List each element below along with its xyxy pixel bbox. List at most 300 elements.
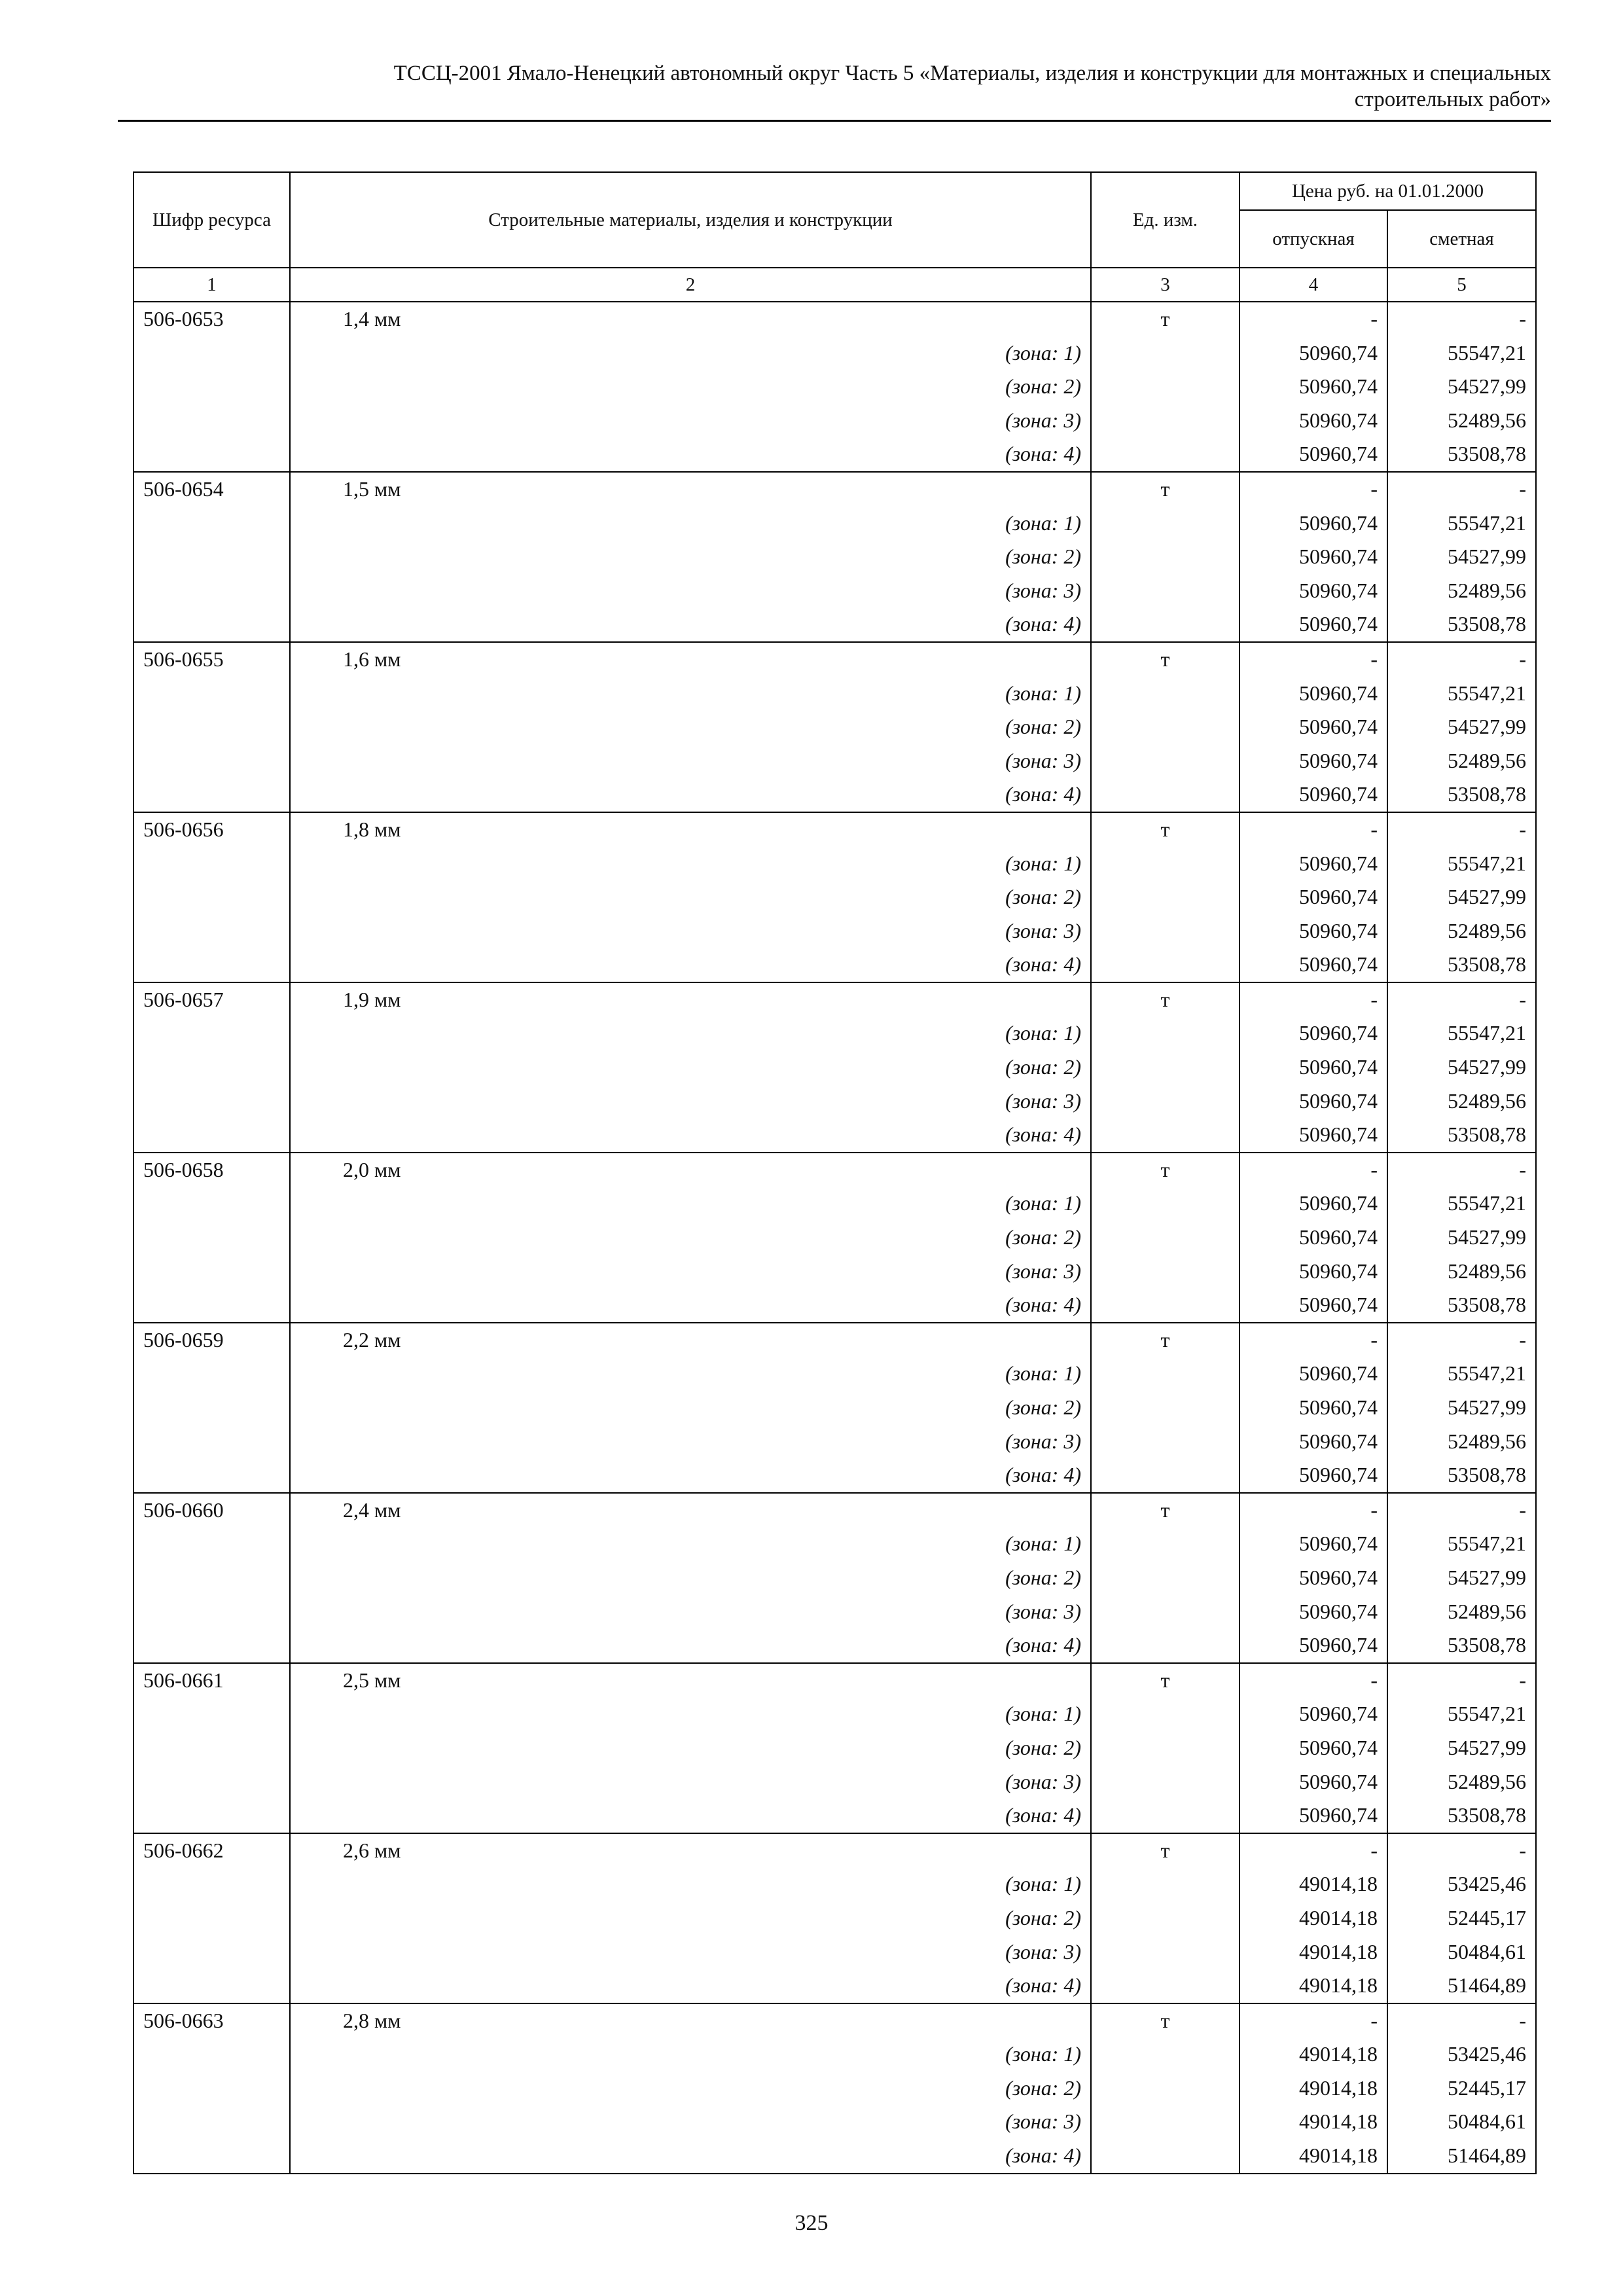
zone-code-empty [134,437,290,472]
zone-row [134,1458,1536,1493]
resource-unit: т [1091,1153,1240,1187]
zone-label: (зона: 3) [290,744,1091,778]
zone-label: (зона: 4) [290,1799,1091,1833]
zone-row [134,336,1536,370]
zone-price-release: 50960,74 [1240,1221,1387,1255]
zone-price-release: 50960,74 [1240,1765,1387,1799]
zone-price-estimate: 54527,99 [1387,370,1536,404]
zone-price-release: 50960,74 [1240,507,1387,541]
zone-row [134,914,1536,948]
zone-code-empty [134,744,290,778]
zone-label: (зона: 4) [290,607,1091,642]
zone-label: (зона: 1) [290,336,1091,370]
zone-label: (зона: 1) [290,1016,1091,1050]
resource-unit: т [1091,982,1240,1017]
zone-unit-empty [1091,847,1240,881]
zone-code-empty [134,1425,290,1459]
zone-price-estimate: 54527,99 [1387,1731,1536,1765]
resource-code: 506-0659 [134,1323,290,1357]
header-price-release: отпускная [1240,210,1387,268]
zone-price-release: 50960,74 [1240,710,1387,744]
resource-name: 2,0 мм [290,1153,1091,1187]
price-estimate: - [1387,982,1536,1017]
zone-row [134,404,1536,438]
zone-price-estimate: 52445,17 [1387,2072,1536,2106]
zone-label: (зона: 2) [290,370,1091,404]
zone-price-release: 50960,74 [1240,948,1387,982]
zone-label: (зона: 1) [290,1357,1091,1391]
zone-row [134,1425,1536,1459]
zone-unit-empty [1091,1391,1240,1425]
zone-row [134,1628,1536,1663]
zone-unit-empty [1091,880,1240,914]
zone-code-empty [134,1255,290,1289]
resource-name: 1,8 мм [290,812,1091,847]
price-estimate: - [1387,642,1536,677]
zone-label: (зона: 4) [290,1288,1091,1323]
price-estimate: - [1387,472,1536,507]
zone-price-estimate: 52489,56 [1387,1765,1536,1799]
price-release: - [1240,1323,1387,1357]
zone-price-estimate: 51464,89 [1387,1969,1536,2003]
zone-code-empty [134,1527,290,1561]
zone-code-empty [134,880,290,914]
zone-code-empty [134,540,290,574]
resource-code: 506-0663 [134,2003,290,2038]
zone-price-estimate: 55547,21 [1387,1016,1536,1050]
zone-label: (зона: 3) [290,2105,1091,2139]
zone-row [134,2139,1536,2174]
price-release: - [1240,812,1387,847]
zone-price-release: 50960,74 [1240,914,1387,948]
zone-row [134,744,1536,778]
zone-label: (зона: 4) [290,778,1091,812]
zone-price-estimate: 53508,78 [1387,1118,1536,1153]
zone-price-estimate: 53425,46 [1387,2037,1536,2072]
zone-price-estimate: 51464,89 [1387,2139,1536,2174]
resource-row [134,472,1536,507]
zone-unit-empty [1091,1867,1240,1901]
zone-code-empty [134,2037,290,2072]
resource-code: 506-0658 [134,1153,290,1187]
zone-price-release: 50960,74 [1240,1561,1387,1595]
zone-label: (зона: 4) [290,437,1091,472]
resource-row [134,302,1536,336]
zone-unit-empty [1091,2105,1240,2139]
resource-name: 2,8 мм [290,2003,1091,2038]
zone-code-empty [134,574,290,608]
zone-label: (зона: 2) [290,1050,1091,1085]
resource-unit: т [1091,642,1240,677]
price-release: - [1240,982,1387,1017]
zone-price-estimate: 54527,99 [1387,1221,1536,1255]
zone-label: (зона: 4) [290,1628,1091,1663]
zone-price-estimate: 54527,99 [1387,880,1536,914]
zone-price-estimate: 52489,56 [1387,744,1536,778]
zone-label: (зона: 4) [290,1969,1091,2003]
zone-price-release: 50960,74 [1240,744,1387,778]
zone-price-release: 49014,18 [1240,1867,1387,1901]
zone-price-release: 50960,74 [1240,540,1387,574]
zone-code-empty [134,1969,290,2003]
zone-code-empty [134,847,290,881]
zone-price-release: 50960,74 [1240,1118,1387,1153]
zone-price-release: 50960,74 [1240,1050,1387,1085]
zone-unit-empty [1091,1628,1240,1663]
resource-name: 1,6 мм [290,642,1091,677]
zone-code-empty [134,1595,290,1629]
zone-unit-empty [1091,336,1240,370]
zone-unit-empty [1091,1425,1240,1459]
zone-price-release: 50960,74 [1240,1595,1387,1629]
resource-unit: т [1091,1323,1240,1357]
zone-price-estimate: 54527,99 [1387,1391,1536,1425]
price-table-header [134,172,1536,302]
zone-code-empty [134,1561,290,1595]
zone-label: (зона: 1) [290,847,1091,881]
price-release: - [1240,1833,1387,1868]
zone-code-empty [134,1391,290,1425]
zone-price-release: 50960,74 [1240,847,1387,881]
zone-row [134,1731,1536,1765]
zone-label: (зона: 2) [290,540,1091,574]
zone-price-estimate: 55547,21 [1387,1357,1536,1391]
price-estimate: - [1387,1493,1536,1528]
zone-price-estimate: 52445,17 [1387,1901,1536,1935]
zone-row [134,1221,1536,1255]
zone-row [134,1357,1536,1391]
zone-code-empty [134,1118,290,1153]
zone-unit-empty [1091,370,1240,404]
zone-price-estimate: 53508,78 [1387,607,1536,642]
zone-price-release: 49014,18 [1240,1969,1387,2003]
zone-price-release: 50960,74 [1240,1357,1387,1391]
zone-code-empty [134,1458,290,1493]
zone-price-release: 50960,74 [1240,677,1387,711]
price-release: - [1240,1663,1387,1698]
zone-row [134,1935,1536,1969]
zone-unit-empty [1091,404,1240,438]
zone-row [134,880,1536,914]
zone-unit-empty [1091,914,1240,948]
resource-name: 1,9 мм [290,982,1091,1017]
zone-row [134,574,1536,608]
price-estimate: - [1387,302,1536,336]
zone-unit-empty [1091,677,1240,711]
zone-code-empty [134,507,290,541]
resource-row [134,642,1536,677]
zone-code-empty [134,710,290,744]
zone-row [134,2037,1536,2072]
resource-name: 2,4 мм [290,1493,1091,1528]
resource-code: 506-0662 [134,1833,290,1868]
price-estimate: - [1387,1833,1536,1868]
zone-row [134,1527,1536,1561]
zone-row [134,1288,1536,1323]
zone-row [134,2072,1536,2106]
zone-unit-empty [1091,1357,1240,1391]
zone-label: (зона: 2) [290,2072,1091,2106]
zone-row [134,847,1536,881]
price-estimate: - [1387,2003,1536,2038]
zone-price-release: 49014,18 [1240,1901,1387,1935]
zone-row [134,1016,1536,1050]
zone-row [134,1561,1536,1595]
zone-row [134,1765,1536,1799]
zone-price-estimate: 53508,78 [1387,1628,1536,1663]
zone-code-empty [134,404,290,438]
zone-price-estimate: 53508,78 [1387,1799,1536,1833]
price-estimate: - [1387,812,1536,847]
zone-label: (зона: 3) [290,914,1091,948]
header-rule [118,120,1551,122]
zone-price-release: 49014,18 [1240,2139,1387,2174]
resource-row [134,2003,1536,2038]
zone-unit-empty [1091,948,1240,982]
zone-unit-empty [1091,1935,1240,1969]
header-code: Шифр ресурса [134,172,290,268]
price-table-container [133,171,1535,2174]
zone-unit-empty [1091,710,1240,744]
page-header [118,60,1551,113]
zone-price-release: 50960,74 [1240,1697,1387,1731]
zone-price-release: 50960,74 [1240,1628,1387,1663]
zone-row [134,437,1536,472]
zone-price-release: 49014,18 [1240,2105,1387,2139]
resource-unit: т [1091,1833,1240,1868]
resource-row [134,1323,1536,1357]
zone-label: (зона: 3) [290,1595,1091,1629]
zone-price-release: 50960,74 [1240,1255,1387,1289]
zone-price-release: 50960,74 [1240,1288,1387,1323]
zone-code-empty [134,336,290,370]
resource-code: 506-0654 [134,472,290,507]
page-header-line-1: ТССЦ-2001 Ямало-Ненецкий автономный округ Часть 5 «Материалы, изделия и конструкции для монтажных и специальных [393,62,1551,85]
resource-name: 1,4 мм [290,302,1091,336]
zone-price-release: 49014,18 [1240,2072,1387,2106]
zone-label: (зона: 1) [290,1527,1091,1561]
page-number: 325 [794,2211,829,2235]
zone-label: (зона: 2) [290,1221,1091,1255]
price-table [133,171,1537,2174]
price-release: - [1240,642,1387,677]
resource-code: 506-0656 [134,812,290,847]
zone-unit-empty [1091,1969,1240,2003]
price-estimate: - [1387,1323,1536,1357]
zone-unit-empty [1091,1561,1240,1595]
zone-row [134,677,1536,711]
zone-code-empty [134,1221,290,1255]
column-number: 2 [290,268,1091,302]
zone-label: (зона: 2) [290,1901,1091,1935]
zone-label: (зона: 3) [290,1255,1091,1289]
price-estimate: - [1387,1663,1536,1698]
zone-price-estimate: 54527,99 [1387,1561,1536,1595]
zone-price-release: 50960,74 [1240,1799,1387,1833]
zone-unit-empty [1091,540,1240,574]
zone-price-release: 50960,74 [1240,1425,1387,1459]
resource-unit: т [1091,812,1240,847]
zone-row [134,1391,1536,1425]
zone-unit-empty [1091,1187,1240,1221]
zone-unit-empty [1091,607,1240,642]
zone-price-estimate: 54527,99 [1387,710,1536,744]
resource-name: 2,5 мм [290,1663,1091,1698]
zone-unit-empty [1091,1595,1240,1629]
price-release: - [1240,472,1387,507]
zone-label: (зона: 2) [290,1731,1091,1765]
zone-price-estimate: 53508,78 [1387,948,1536,982]
zone-price-release: 50960,74 [1240,880,1387,914]
zone-row [134,1595,1536,1629]
zone-label: (зона: 4) [290,1118,1091,1153]
price-release: - [1240,1493,1387,1528]
zone-label: (зона: 3) [290,404,1091,438]
zone-price-release: 50960,74 [1240,607,1387,642]
zone-price-estimate: 52489,56 [1387,574,1536,608]
zone-code-empty [134,1050,290,1085]
zone-price-release: 50960,74 [1240,1458,1387,1493]
zone-price-estimate: 53508,78 [1387,437,1536,472]
zone-price-estimate: 54527,99 [1387,1050,1536,1085]
zone-row [134,778,1536,812]
zone-price-release: 50960,74 [1240,1527,1387,1561]
zone-price-estimate: 52489,56 [1387,1255,1536,1289]
zone-code-empty [134,1697,290,1731]
zone-price-estimate: 50484,61 [1387,1935,1536,1969]
zone-price-release: 50960,74 [1240,370,1387,404]
zone-label: (зона: 1) [290,1697,1091,1731]
zone-row [134,1085,1536,1119]
resource-row [134,1663,1536,1698]
zone-row [134,1867,1536,1901]
resource-row [134,1493,1536,1528]
zone-label: (зона: 2) [290,880,1091,914]
zone-price-estimate: 55547,21 [1387,677,1536,711]
zone-row [134,948,1536,982]
zone-price-release: 50960,74 [1240,1391,1387,1425]
zone-price-estimate: 52489,56 [1387,1595,1536,1629]
zone-price-estimate: 52489,56 [1387,404,1536,438]
zone-row [134,2105,1536,2139]
resource-code: 506-0657 [134,982,290,1017]
zone-price-estimate: 52489,56 [1387,1425,1536,1459]
zone-price-estimate: 52489,56 [1387,1085,1536,1119]
price-release: - [1240,2003,1387,2038]
zone-label: (зона: 3) [290,574,1091,608]
zone-label: (зона: 3) [290,1765,1091,1799]
zone-unit-empty [1091,1697,1240,1731]
zone-unit-empty [1091,2037,1240,2072]
zone-price-release: 50960,74 [1240,778,1387,812]
zone-label: (зона: 4) [290,2139,1091,2174]
zone-price-estimate: 55547,21 [1387,507,1536,541]
zone-code-empty [134,2105,290,2139]
zone-row [134,1799,1536,1833]
column-number: 3 [1091,268,1240,302]
zone-row [134,1697,1536,1731]
zone-unit-empty [1091,1288,1240,1323]
zone-code-empty [134,1628,290,1663]
zone-unit-empty [1091,1118,1240,1153]
zone-price-estimate: 53425,46 [1387,1867,1536,1901]
zone-label: (зона: 4) [290,1458,1091,1493]
zone-price-estimate: 54527,99 [1387,540,1536,574]
resource-name: 2,6 мм [290,1833,1091,1868]
zone-unit-empty [1091,1765,1240,1799]
zone-code-empty [134,2139,290,2174]
zone-label: (зона: 4) [290,948,1091,982]
resource-row [134,1153,1536,1187]
zone-price-estimate: 55547,21 [1387,1527,1536,1561]
zone-row [134,507,1536,541]
zone-code-empty [134,1187,290,1221]
zone-code-empty [134,370,290,404]
zone-price-estimate: 55547,21 [1387,847,1536,881]
zone-code-empty [134,1935,290,1969]
zone-price-release: 50960,74 [1240,1085,1387,1119]
resource-code: 506-0661 [134,1663,290,1698]
header-unit: Ед. изм. [1091,172,1240,268]
zone-code-empty [134,1357,290,1391]
zone-code-empty [134,677,290,711]
zone-unit-empty [1091,2072,1240,2106]
resource-name: 2,2 мм [290,1323,1091,1357]
zone-price-estimate: 53508,78 [1387,778,1536,812]
header-name: Строительные материалы, изделия и конструкции [290,172,1091,268]
zone-unit-empty [1091,437,1240,472]
zone-label: (зона: 1) [290,2037,1091,2072]
zone-unit-empty [1091,778,1240,812]
page-header-line-2: строительных работ» [1354,88,1551,111]
zone-row [134,370,1536,404]
zone-label: (зона: 1) [290,1187,1091,1221]
zone-row [134,1050,1536,1085]
zone-label: (зона: 3) [290,1085,1091,1119]
zone-price-release: 50960,74 [1240,1187,1387,1221]
resource-row [134,982,1536,1017]
zone-unit-empty [1091,1221,1240,1255]
resource-code: 506-0653 [134,302,290,336]
zone-code-empty [134,778,290,812]
zone-unit-empty [1091,2139,1240,2174]
resource-row [134,812,1536,847]
zone-unit-empty [1091,574,1240,608]
zone-unit-empty [1091,507,1240,541]
zone-unit-empty [1091,1527,1240,1561]
resource-unit: т [1091,302,1240,336]
zone-code-empty [134,1799,290,1833]
zone-unit-empty [1091,1901,1240,1935]
zone-unit-empty [1091,1731,1240,1765]
zone-price-estimate: 53508,78 [1387,1458,1536,1493]
zone-label: (зона: 2) [290,1391,1091,1425]
zone-price-release: 50960,74 [1240,437,1387,472]
price-release: - [1240,1153,1387,1187]
zone-code-empty [134,914,290,948]
zone-price-release: 50960,74 [1240,574,1387,608]
price-release: - [1240,302,1387,336]
zone-row [134,710,1536,744]
zone-unit-empty [1091,1085,1240,1119]
zone-price-estimate: 55547,21 [1387,1187,1536,1221]
zone-code-empty [134,1901,290,1935]
zone-price-release: 49014,18 [1240,1935,1387,1969]
zone-unit-empty [1091,1050,1240,1085]
price-estimate: - [1387,1153,1536,1187]
zone-row [134,1187,1536,1221]
zone-unit-empty [1091,1016,1240,1050]
